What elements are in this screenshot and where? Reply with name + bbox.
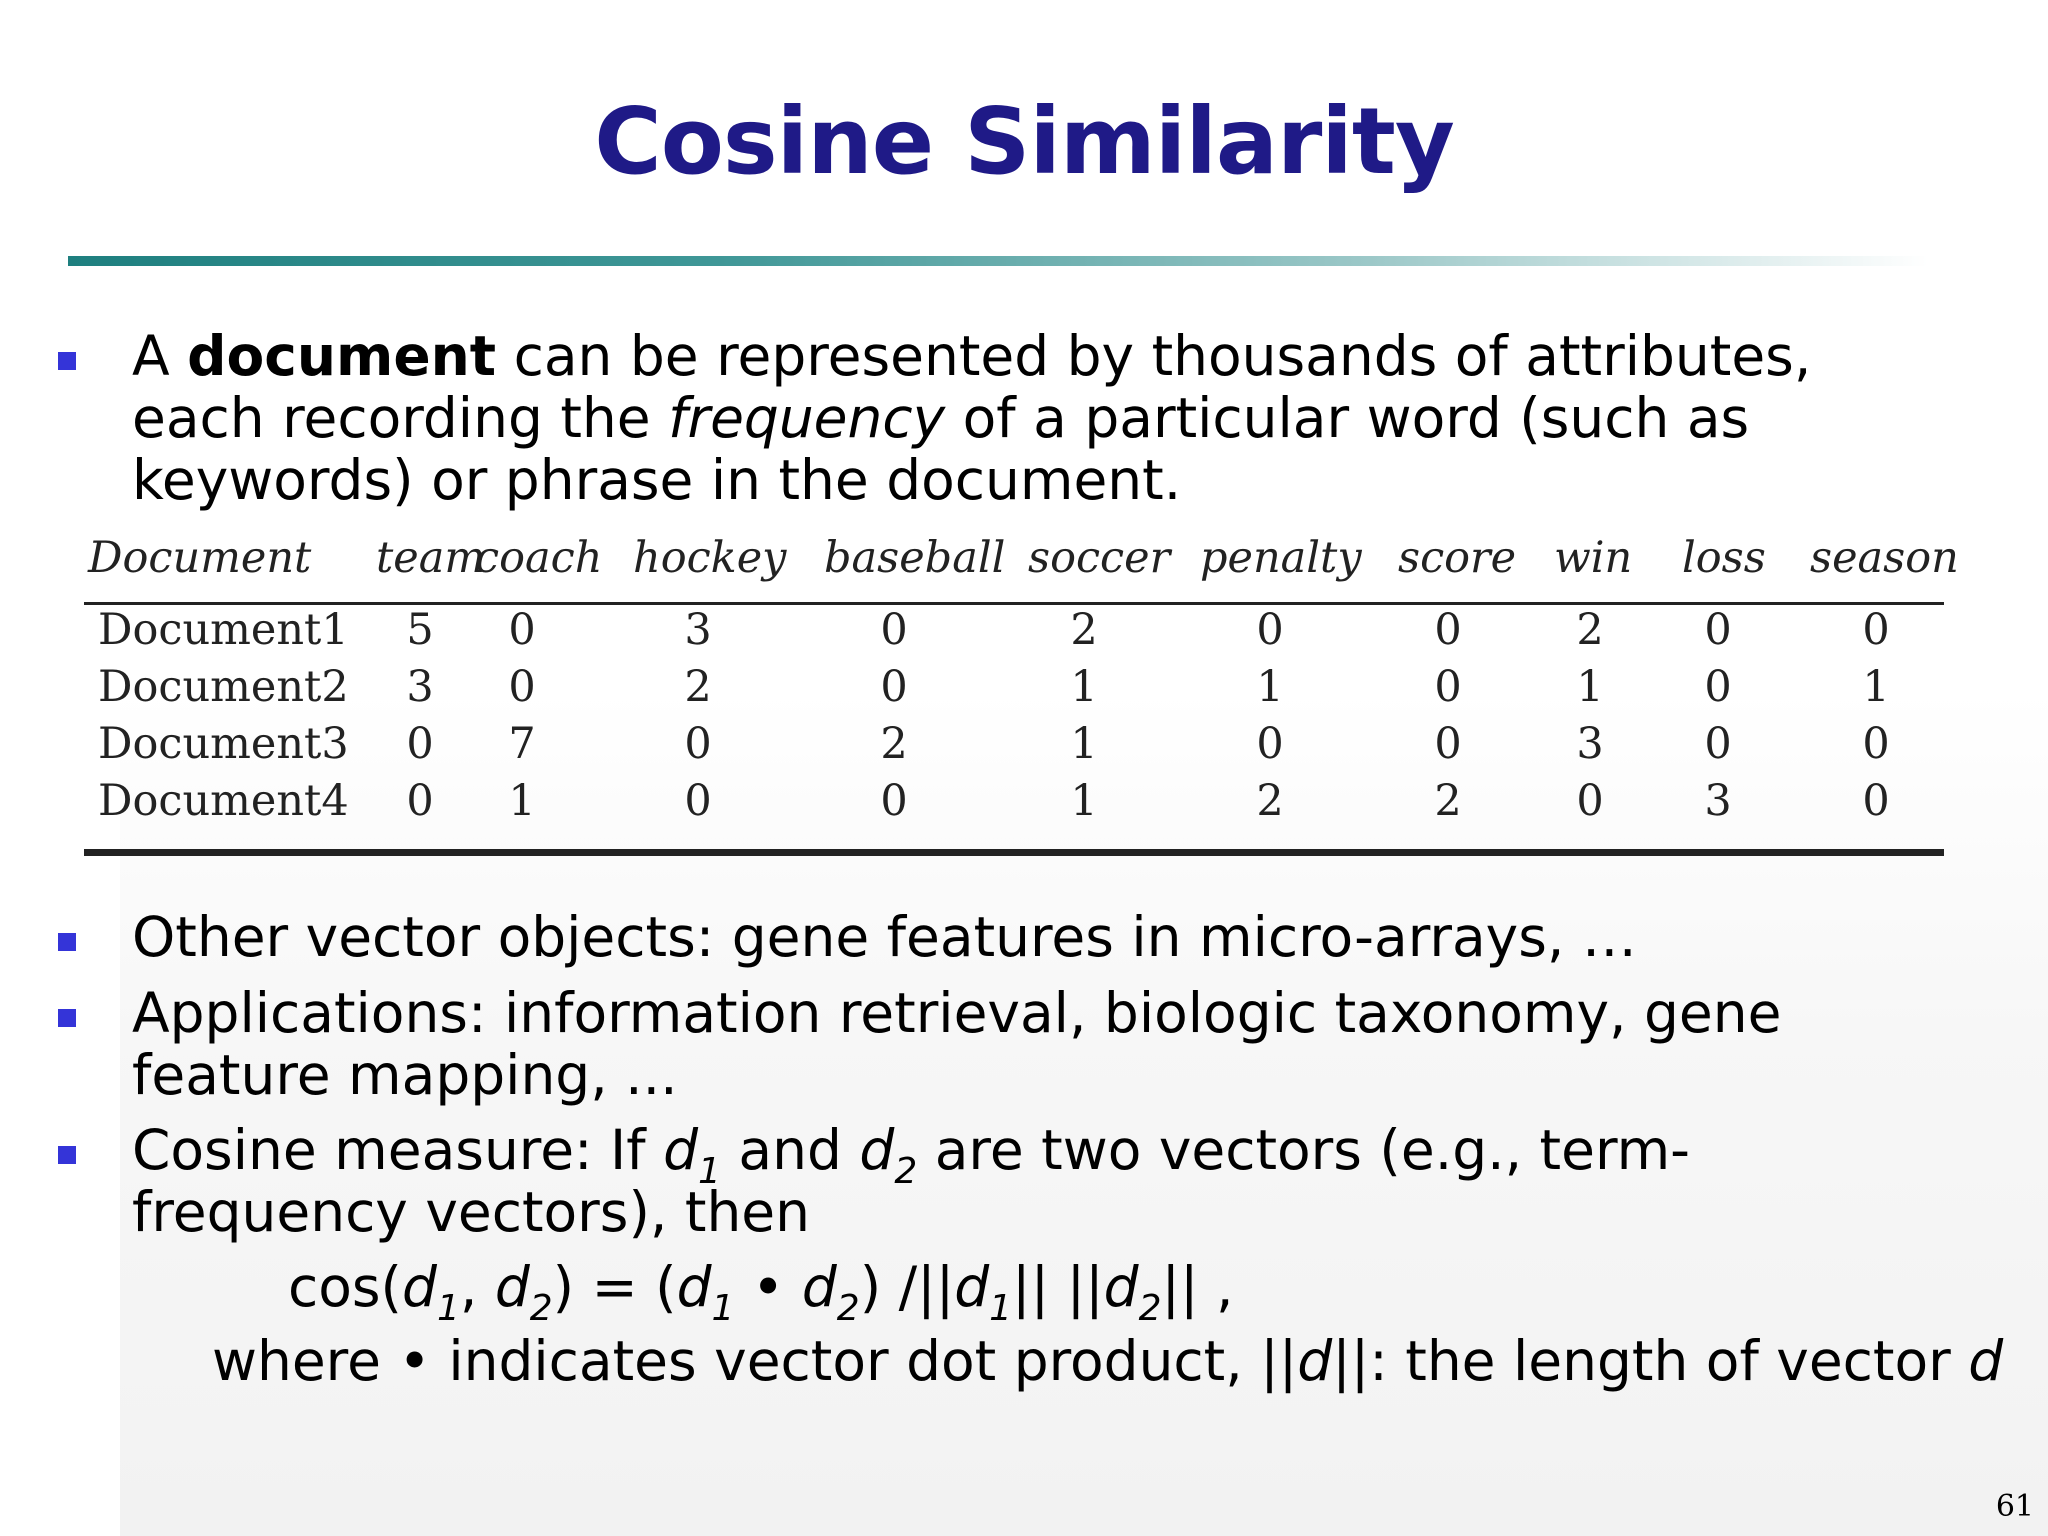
table-cell: 3 — [1576, 719, 1604, 769]
table-row — [84, 776, 1944, 832]
cosine-formula: $\cos(d_1$, $d_2) = (d_1$ • $d_2$) $/||d_1||$ $||d_2||$ , — [288, 1255, 1234, 1329]
table-cell: 1 — [1070, 776, 1098, 826]
table-cell: 1 — [1256, 662, 1284, 712]
table-cell: 0 — [880, 776, 908, 826]
table-cell: 0 — [1704, 662, 1732, 712]
table-cell: 0 — [1862, 719, 1890, 769]
table-cell: 0 — [1862, 605, 1890, 655]
table-cell: 0 — [1862, 776, 1890, 826]
row-label: Document4 — [98, 776, 349, 826]
table-cell: 2 — [1434, 776, 1462, 826]
table-cell: 1 — [1070, 662, 1098, 712]
table-cell: 0 — [406, 776, 434, 826]
col-header-score: score — [1398, 533, 1517, 583]
table-cell: 2 — [880, 719, 908, 769]
table-cell: 2 — [1576, 605, 1604, 655]
bullet-document-text: A document can be represented by thousands of attributes, each recording the frequency of a particular word (such as keywords) or phrase in the document. — [132, 324, 1812, 512]
slide-title: Cosine Similarity — [594, 88, 1454, 195]
table-cell: 0 — [880, 662, 908, 712]
term-frequency-table — [84, 525, 1959, 860]
table-row — [84, 605, 1944, 661]
bullet-icon — [58, 352, 76, 370]
table-cell: 0 — [508, 605, 536, 655]
col-header-season: season — [1810, 533, 1959, 583]
row-label: Document1 — [98, 605, 349, 655]
row-label: Document2 — [98, 662, 349, 712]
table-cell: 0 — [1576, 776, 1604, 826]
col-header-hockey: hockey — [633, 533, 787, 583]
table-cell: 1 — [1576, 662, 1604, 712]
table-cell: 5 — [406, 605, 434, 655]
table-cell: 1 — [1070, 719, 1098, 769]
table-row — [84, 662, 1944, 718]
italic-frequency: frequency — [668, 386, 946, 450]
table-cell: 0 — [1256, 605, 1284, 655]
col-header-loss: loss — [1682, 533, 1766, 583]
table-cell: 0 — [684, 776, 712, 826]
row-label: Document3 — [98, 719, 349, 769]
table-row — [84, 719, 1944, 775]
table-cell: 0 — [684, 719, 712, 769]
table-cell: 0 — [1704, 719, 1732, 769]
table-cell: 3 — [406, 662, 434, 712]
table-cell: 0 — [1434, 719, 1462, 769]
formula-explanation: where • indicates vector dot product, ||d||: the length of vector d — [212, 1329, 2004, 1393]
table-cell: 0 — [1256, 719, 1284, 769]
bullet-applications: Applications: information retrieval, biologic taxonomy, gene feature mapping, ... — [132, 981, 1782, 1107]
col-header-coach: coach — [475, 533, 603, 583]
col-header-team: team — [376, 533, 486, 583]
bullet-icon — [58, 1009, 76, 1027]
table-bottom-rule — [84, 849, 1944, 856]
bold-document: document — [187, 324, 497, 388]
table-cell: 1 — [508, 776, 536, 826]
bullet-icon — [58, 933, 76, 951]
table-cell: 0 — [406, 719, 434, 769]
table-cell: 3 — [684, 605, 712, 655]
table-cell: 2 — [684, 662, 712, 712]
table-cell: 0 — [1434, 662, 1462, 712]
table-cell: 0 — [880, 605, 908, 655]
page-number: 61 — [1995, 1489, 2034, 1524]
bullet-icon — [58, 1146, 76, 1164]
table-cell: 0 — [508, 662, 536, 712]
table-cell: 7 — [508, 719, 536, 769]
col-header-baseball: baseball — [824, 533, 1006, 583]
table-cell: 3 — [1704, 776, 1732, 826]
col-header-win: win — [1554, 533, 1633, 583]
bullet-cosine-measure: Cosine measure: If $d_1$ and $d_2$ are two vectors (e.g., term-frequency vectors), then — [132, 1118, 1691, 1244]
col-header-soccer: soccer — [1028, 533, 1171, 583]
col-header-penalty: penalty — [1200, 533, 1362, 583]
table-cell: 0 — [1434, 605, 1462, 655]
bullet-vector-objects: Other vector objects: gene features in micro-arrays, … — [132, 905, 1637, 969]
table-cell: 2 — [1256, 776, 1284, 826]
title-divider — [68, 256, 1928, 266]
table-cell: 1 — [1862, 662, 1890, 712]
table-cell: 0 — [1704, 605, 1732, 655]
table-cell: 2 — [1070, 605, 1098, 655]
col-header-document: Document — [88, 533, 312, 583]
